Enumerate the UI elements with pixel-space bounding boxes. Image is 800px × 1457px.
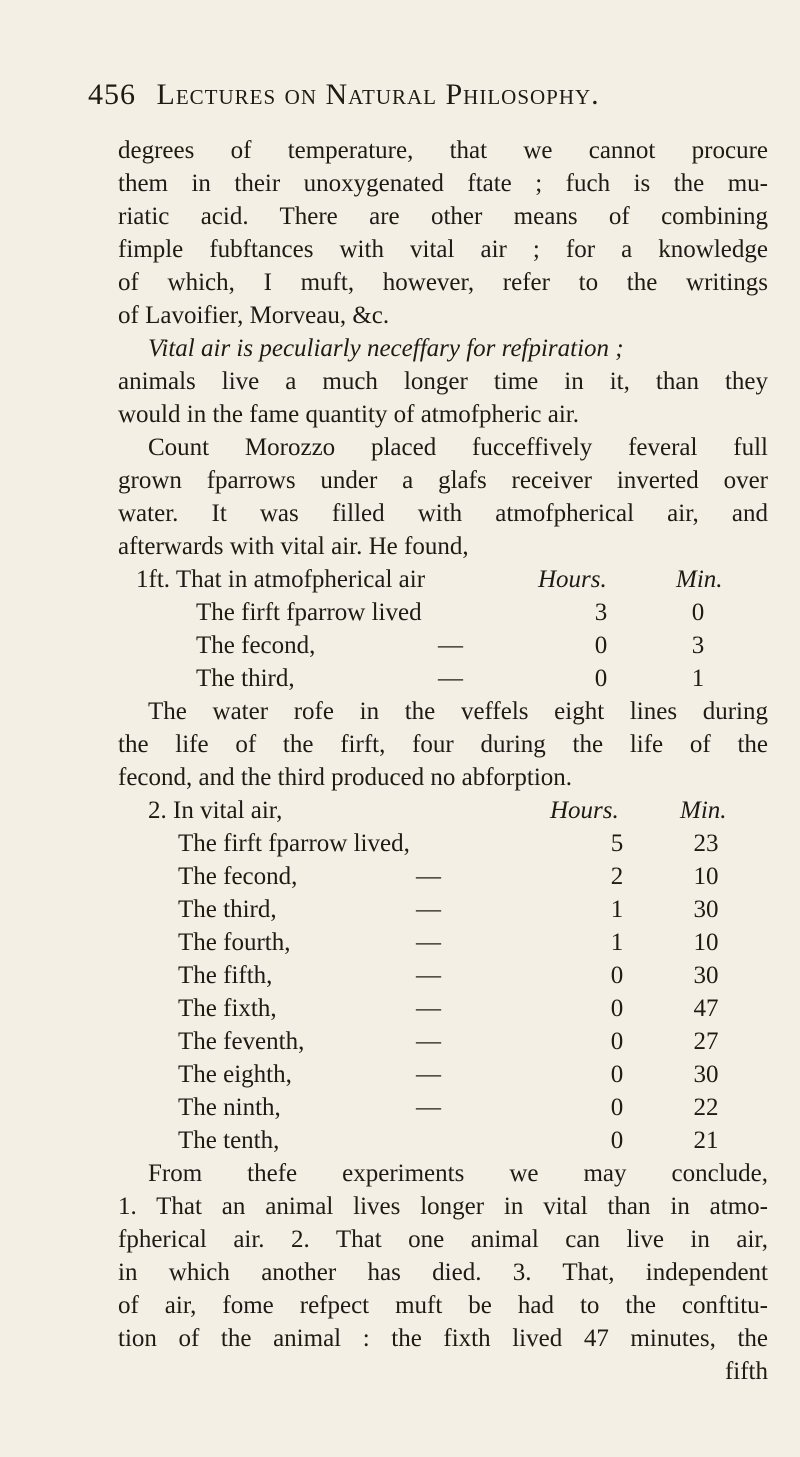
- text-line: Count Morozzo placed fucceffively feveral full: [148, 434, 768, 461]
- running-title: Lectures on Natural Philosophy.: [156, 78, 600, 111]
- table-lead: 2. In vital air,: [148, 797, 283, 824]
- row-label: The firft fparrow lived: [196, 599, 422, 626]
- row-min: 23: [693, 830, 719, 857]
- min-header: Min.: [676, 566, 723, 593]
- italic-lead-line: Vital air is peculiarly neceffary for refpiration ;: [148, 335, 624, 362]
- row-dash: —: [416, 896, 441, 923]
- table-lead: 1ft. That in atmofpherical air: [136, 566, 426, 593]
- row-hours: 5: [610, 830, 624, 857]
- table-row: [118, 926, 768, 959]
- table-row: [118, 662, 768, 695]
- table-header-row: [118, 563, 768, 596]
- row-label: The fifth,: [178, 962, 273, 989]
- text-line: afterwards with vital air. He found,: [118, 533, 469, 560]
- text-line: of which, I muft, however, refer to the writings: [118, 269, 768, 296]
- row-hours: 0: [610, 995, 624, 1022]
- row-min: 30: [693, 1061, 719, 1088]
- table-row: [118, 1025, 768, 1058]
- text-line: of air, fome refpect muft be had to the conftitu-: [118, 1292, 768, 1319]
- row-dash: —: [416, 863, 441, 890]
- row-hours: 1: [610, 929, 624, 956]
- table-vital-air: [118, 794, 768, 1157]
- paragraph-2: [118, 332, 768, 431]
- row-min: 47: [693, 995, 719, 1022]
- row-label: The ninth,: [178, 1094, 281, 1121]
- text-line: them in their unoxygenated ftate ; fuch is the mu-: [118, 170, 768, 197]
- row-hours: 0: [610, 1127, 624, 1154]
- table-row: [118, 959, 768, 992]
- paragraph-1: [118, 134, 768, 332]
- text-line: in which another has died. 3. That, independent: [118, 1259, 768, 1286]
- row-hours: 0: [594, 632, 608, 659]
- row-min: 1: [691, 665, 705, 692]
- row-hours: 3: [594, 599, 608, 626]
- row-label: The fecond,: [196, 632, 316, 659]
- row-dash: —: [416, 1028, 441, 1055]
- row-label: The fourth,: [178, 929, 291, 956]
- row-min: 0: [691, 599, 705, 626]
- catchword: fifth: [724, 1358, 768, 1385]
- text-line: The water rofe in the veffels eight lines during: [148, 698, 768, 725]
- text-line: fpherical air. 2. That one animal can live in air,: [118, 1226, 768, 1253]
- row-dash: —: [438, 665, 463, 692]
- table-header-row: [118, 794, 768, 827]
- table-row: [118, 992, 768, 1025]
- hours-header: Hours.: [550, 797, 619, 824]
- row-label: The tenth,: [178, 1127, 280, 1154]
- row-min: 30: [693, 962, 719, 989]
- hours-header: Hours.: [538, 566, 607, 593]
- text-line: the life of the firft, four during the life of the: [118, 731, 768, 758]
- paragraph-5: [118, 1157, 768, 1388]
- row-min: 10: [693, 863, 719, 890]
- row-label: The fecond,: [178, 863, 298, 890]
- text-line: water. It was filled with atmofpherical air, and: [118, 500, 768, 527]
- page-body: [118, 134, 768, 1388]
- text-line: of Lavoifier, Morveau, &c.: [118, 302, 390, 329]
- text-line: animals live a much longer time in it, than they: [118, 368, 768, 395]
- text-line: tion of the animal : the fixth lived 47 minutes, the: [118, 1325, 768, 1352]
- row-hours: 0: [610, 1028, 624, 1055]
- text-line: fecond, and the third produced no abforption.: [118, 764, 573, 791]
- table-row: [118, 596, 768, 629]
- table-row: [118, 827, 768, 860]
- row-min: 3: [691, 632, 705, 659]
- row-dash: —: [416, 1061, 441, 1088]
- text-line: would in the fame quantity of atmofpheric air.: [118, 401, 579, 428]
- row-label: The firft fparrow lived,: [178, 830, 410, 857]
- running-header: [88, 78, 748, 112]
- row-dash: —: [416, 929, 441, 956]
- text-line: fimple fubftances with vital air ; for a knowledge: [118, 236, 768, 263]
- row-dash: —: [438, 632, 463, 659]
- table-row: [118, 629, 768, 662]
- row-min: 10: [693, 929, 719, 956]
- paragraph-4: [118, 695, 768, 794]
- table-atmospheric-air: [118, 563, 768, 695]
- text-line: 1. That an animal lives longer in vital than in atmo-: [118, 1193, 768, 1220]
- table-row: [118, 1058, 768, 1091]
- text-line: riatic acid. There are other means of combining: [118, 203, 768, 230]
- row-hours: 1: [610, 896, 624, 923]
- min-header: Min.: [680, 797, 727, 824]
- row-min: 22: [693, 1094, 719, 1121]
- row-dash: —: [416, 995, 441, 1022]
- page-number: 456: [88, 78, 136, 111]
- row-min: 27: [693, 1028, 719, 1055]
- row-label: The feventh,: [178, 1028, 305, 1055]
- row-dash: —: [416, 1094, 441, 1121]
- row-min: 21: [693, 1127, 719, 1154]
- row-label: The third,: [178, 896, 277, 923]
- row-label: The eighth,: [178, 1061, 292, 1088]
- row-hours: 2: [610, 863, 624, 890]
- row-label: The fixth,: [178, 995, 277, 1022]
- row-hours: 0: [594, 665, 608, 692]
- row-dash: —: [416, 962, 441, 989]
- row-hours: 0: [610, 962, 624, 989]
- table-row: [118, 893, 768, 926]
- row-min: 30: [693, 896, 719, 923]
- paragraph-3: [118, 431, 768, 563]
- table-row: [118, 1124, 768, 1157]
- row-hours: 0: [610, 1094, 624, 1121]
- text-line: degrees of temperature, that we cannot procure: [118, 137, 768, 164]
- text-line: grown fparrows under a glafs receiver inverted over: [118, 467, 768, 494]
- text-line: From thefe experiments we may conclude,: [148, 1160, 768, 1187]
- row-label: The third,: [196, 665, 295, 692]
- table-row: [118, 1091, 768, 1124]
- table-row: [118, 860, 768, 893]
- row-hours: 0: [610, 1061, 624, 1088]
